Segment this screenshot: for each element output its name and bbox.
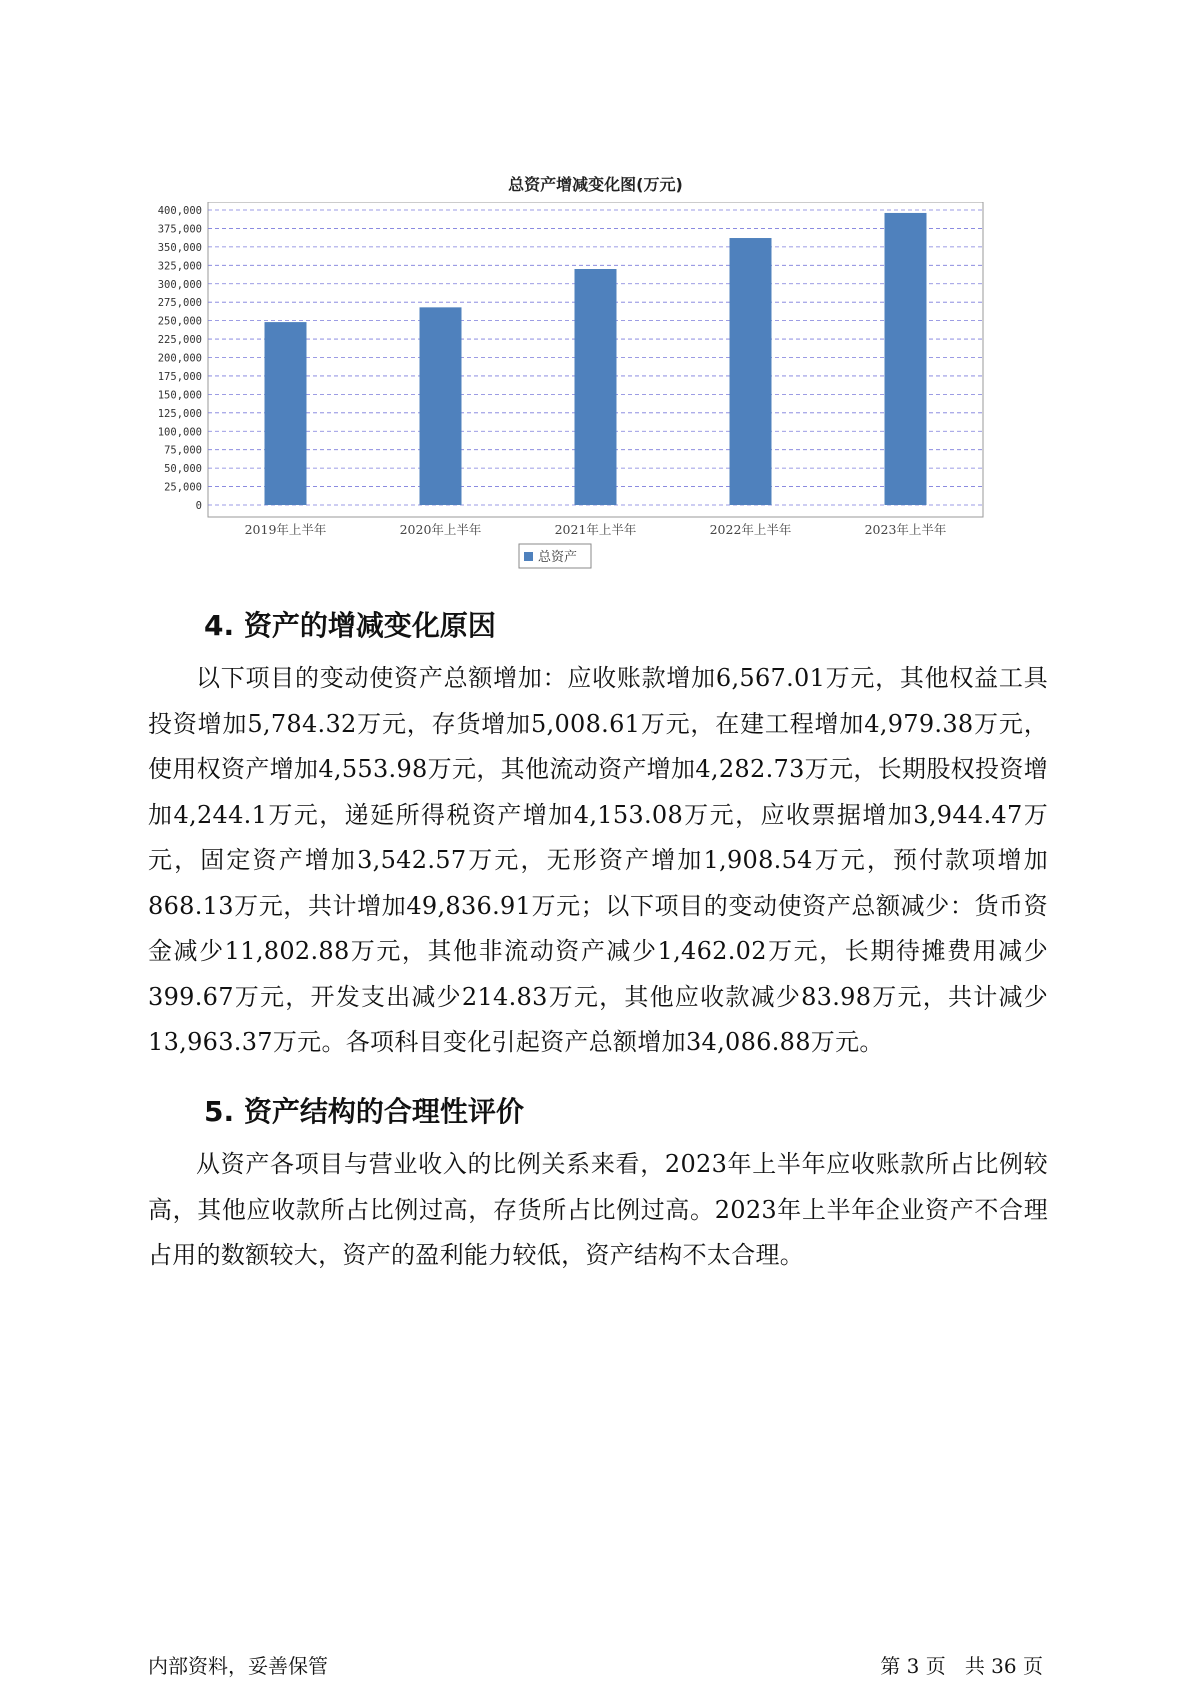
x-tick-label: 2023年上半年 [864,522,947,537]
legend-label-total-assets: 总资产 [538,550,578,565]
y-tick-label: 275,000 [157,297,202,310]
y-tick-label: 225,000 [157,334,202,347]
section-5-heading: 5. 资产结构的合理性评价 [204,1095,524,1128]
y-tick-label: 25,000 [164,481,202,494]
y-tick-label: 100,000 [157,426,202,439]
y-tick-label: 200,000 [157,352,202,365]
legend [519,544,591,568]
section-4-heading: 4. 资产的增减变化原因 [204,609,496,642]
y-tick-label: 175,000 [157,370,202,383]
y-tick-label: 350,000 [157,241,202,254]
y-tick-label: 325,000 [157,260,202,273]
bar-2 [575,269,617,505]
x-axis-ticks [245,522,947,537]
footer-page-number: 第 3 页 共 36 页 [880,1654,1043,1678]
y-tick-label: 50,000 [164,463,202,476]
total-assets-bar-chart [150,202,1030,582]
y-tick-label: 250,000 [157,315,202,328]
x-tick-label: 2021年上半年 [554,522,637,537]
chart-title: 总资产增减变化图(万元) [508,175,683,194]
bar-4 [885,213,927,505]
legend-swatch [524,552,533,561]
y-tick-label: 150,000 [157,389,202,402]
footer-confidential-note: 内部资料，妥善保管 [148,1654,328,1678]
x-tick-label: 2022年上半年 [709,522,792,537]
y-tick-label: 300,000 [157,278,202,291]
section-5-paragraph: 从资产各项目与营业收入的比例关系来看，2023年上半年应收账款所占比例较高，其他应收款所占比例过高，存货所占比例过高。2023年上半年企业资产不合理占用的数额较大，资产的盈利能力较低，资产结构不太合理。 [148,1150,1048,1269]
bar-1 [420,307,462,505]
section-4-paragraph: 以下项目的变动使资产总额增加：应收账款增加6,567.01万元，其他权益工具投资增加5,784.32万元，存货增加5,008.61万元，在建工程增加4,979.38万元，使用权资产增加4,553.98万元，其他流动资产增加4,282.73万元，长期股权投资增加4,244.1万元，递延所得税资产增加4,153.08万元，应收票据增加3,944.47万元，固定资产增加3,542.57万元，无形资产增加1,908.54万元，预付款项增加868.13万元，共计增加49,836.91万元；以下项目的变动使资产总额减少：货币资金减少11,802.88万元，其他非流动资产减少1,462.02万元，长期待摊费用减少399.67万元，开发支出减少214.83万元，其他应收款减少83.98万元，共计减少13,963.37万元。各项科目变化引起资产总额增加34,086.88万元。 [148,664,1048,1056]
bar-0 [265,322,307,505]
y-axis-ticks [158,205,202,512]
y-tick-label: 125,000 [157,407,202,420]
y-tick-label: 400,000 [157,205,202,217]
y-tick-label: 75,000 [164,444,202,457]
x-tick-label: 2020年上半年 [399,522,482,537]
y-tick-label: 375,000 [157,223,202,236]
bar-3 [730,238,772,505]
x-tick-label: 2019年上半年 [244,522,327,537]
y-tick-label: 0 [195,500,202,512]
